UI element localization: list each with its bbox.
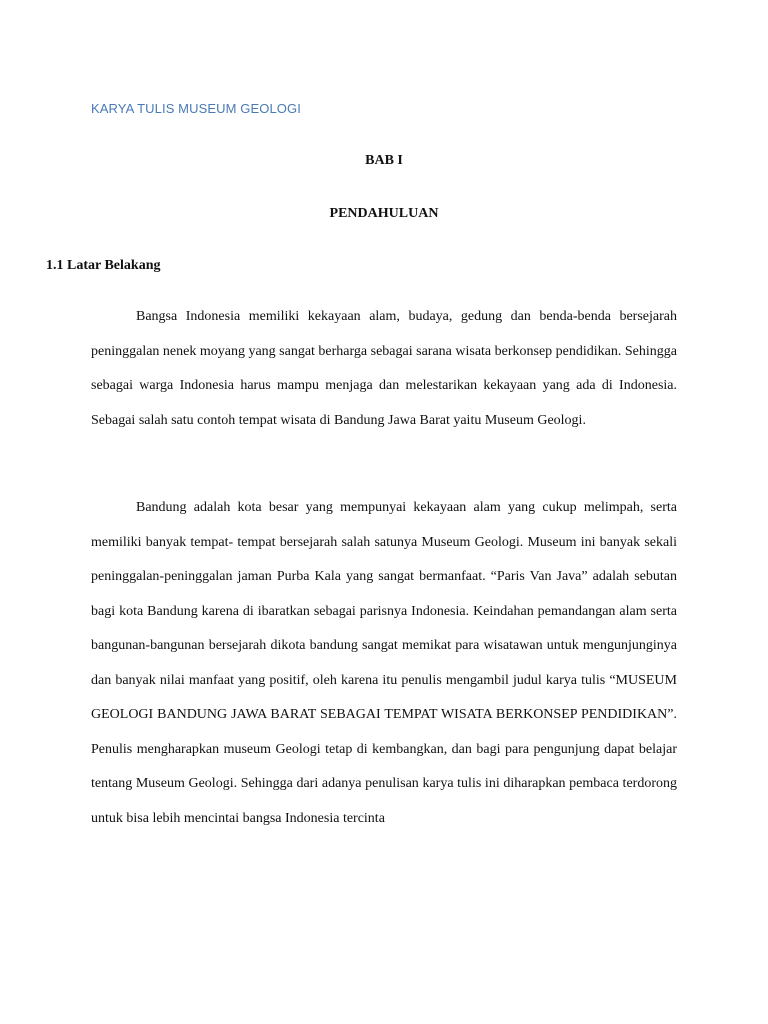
chapter-title: PENDAHULUAN xyxy=(329,206,439,221)
chapter-number: BAB I xyxy=(365,153,403,168)
paragraph-2: Bandung adalah kota besar yang mempunyai kekayaan alam yang cukup melimpah, serta memiliki banyak tempat- tempat bersejarah salah satunya Museum Geologi. Museum ini banyak sekali peninggalan-peninggalan jaman Purba Kala yang sangat bermanfaat. “Paris Van Java” adalah sebutan bagi kota Bandung karena di ibaratkan sebagai parisnya Indonesia. Keindahan pemandangan alam serta bangunan-bangunan bersejarah dikota bandung sangat memikat para wisatawan untuk mengunjunginya dan banyak nilai manfaat yang positif, oleh karena itu penulis mengambil judul karya tulis “MUSEUM GEOLOGI BANDUNG JAWA BARAT SEBAGAI TEMPAT WISATA BERKONSEP PENDIDIKAN”. Penulis mengharapkan museum Geologi tetap di kembangkan, dan bagi para pengunjung dapat belajar tentang Museum Geologi. Sehingga dari adanya penulisan karya tulis ini diharapkan pembaca terdorong untuk bisa lebih mencintai bangsa Indonesia tercinta xyxy=(91,500,677,826)
document-header-title: KARYA TULIS MUSEUM GEOLOGI xyxy=(91,101,301,116)
paragraph-1: Bangsa Indonesia memiliki kekayaan alam, budaya, gedung dan benda-benda bersejarah peninggalan nenek moyang yang sangat berharga sebagai sarana wisata berkonsep pendidikan. Sehingga sebagai warga Indonesia harus mampu menjaga dan melestarikan kekayaan yang ada di Indonesia. Sebagai salah satu contoh tempat wisata di Bandung Jawa Barat yaitu Museum Geologi. xyxy=(91,309,677,428)
section-heading: 1.1 Latar Belakang xyxy=(46,258,161,273)
